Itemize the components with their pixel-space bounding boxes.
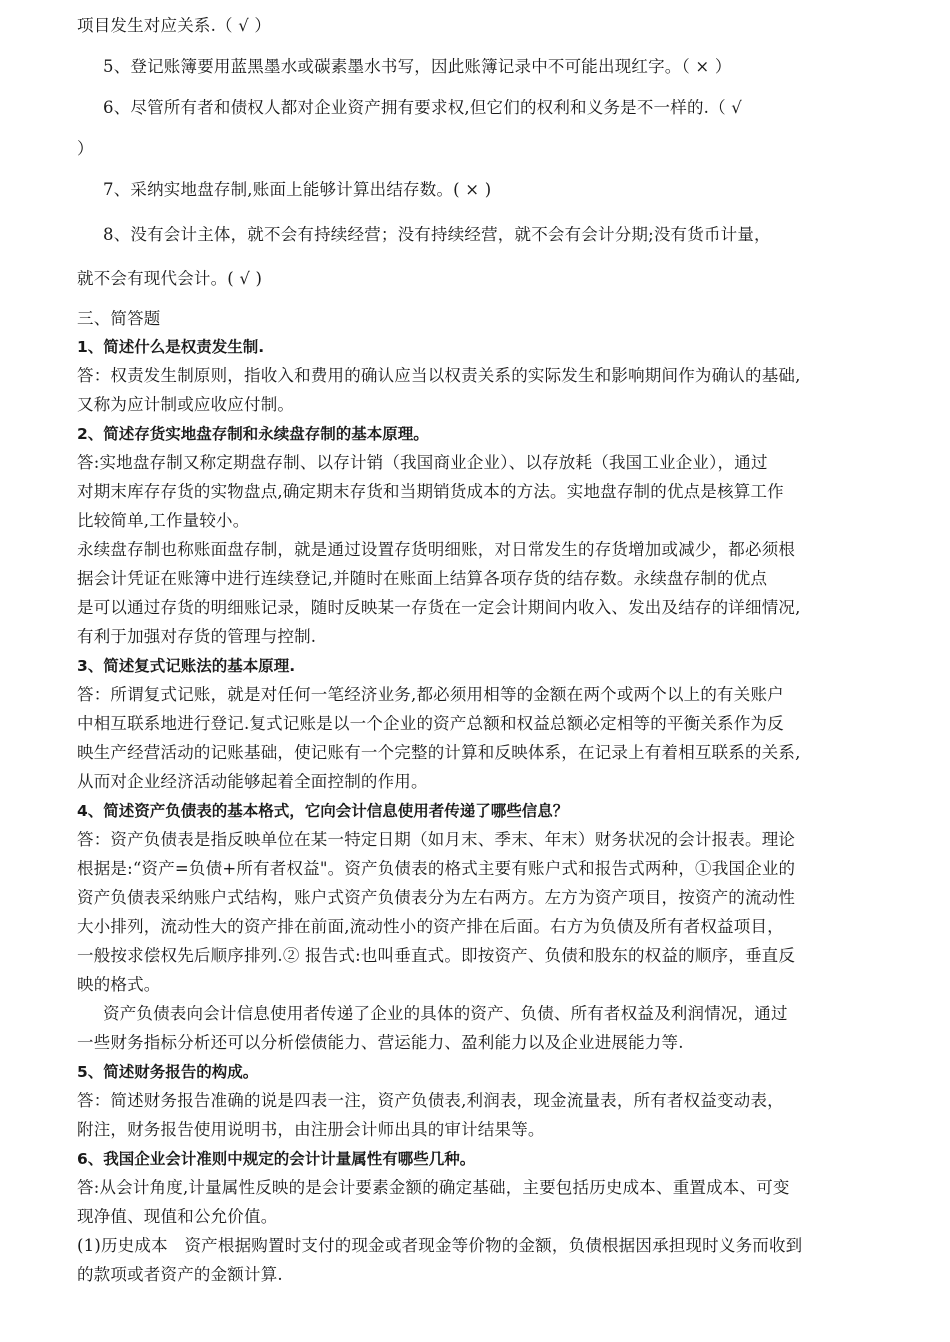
answer-line: 一些财务指标分析还可以分析偿债能力、营运能力、盈利能力以及企业进展能力等. [77, 1033, 684, 1052]
answer-line: 一般按求偿权先后顺序排列.② 报告式:也叫垂直式。即按资产、负债和股东的权益的顺序，垂直反 [77, 946, 796, 965]
answer-line: 资产负债表采纳账户式结构，账户式资产负债表分为左右两方。左方为资产项目，按资产的流动性 [77, 888, 796, 907]
answer-line: 答:从会计角度,计量属性反映的是会计要素金额的确定基础，主要包括历史成本、重置成本、可变 [77, 1178, 790, 1197]
answer-line: 答:实地盘存制又称定期盘存制、以存计销（我国商业企业）、以存放耗（我国工业企业），通过 [77, 453, 768, 472]
answer-line: 答：所谓复式记账，就是对任何一笔经济业务,都必须用相等的金额在两个或两个以上的有关账户 [77, 685, 784, 704]
answer-line: 是可以通过存货的明细账记录，随时反映某一存货在一定会计期间内收入、发出及结存的详细情况, [77, 598, 801, 617]
answer-line: 资产负债表向会计信息使用者传递了企业的具体的资产、负债、所有者权益及利润情况，通过 [103, 1004, 788, 1023]
answer-1 [77, 362, 882, 420]
question-title-4: 4、简述资产负债表的基本格式，它向会计信息使用者传递了哪些信息？ [77, 802, 569, 820]
answer-3 [77, 681, 882, 797]
answer-line: 根据是:“资产=负债+所有者权益"。资产负债表的格式主要有账户式和报告式两种，①我国企业的 [77, 859, 796, 878]
document-content [77, 8, 882, 1290]
answer-line: 比较简单,工作量较小。 [77, 511, 250, 530]
answer-line: 现净值、现值和公允价值。 [77, 1207, 278, 1226]
answer-line: 中相互联系地进行登记.复式记账是以一个企业的资产总额和权益总额必定相等的平衡关系作为反 [77, 714, 784, 733]
answer-line: (1)历史成本 资产根据购置时支付的现金或者现金等价物的金额，负债根据因承担现时义务而收到 [77, 1236, 803, 1255]
answer-5 [77, 1087, 882, 1145]
answer-line: 答：权责发生制原则，指收入和费用的确认应当以权责关系的实际发生和影响期间作为确认的基础, [77, 366, 801, 385]
answer-2 [77, 449, 882, 652]
judgement-item-7: 7、采纳实地盘存制,账面上能够计算出结存数。( × ) [103, 180, 492, 199]
question-title-6: 6、我国企业会计准则中规定的会计计量属性有哪些几种。 [77, 1150, 476, 1168]
answer-line: 又称为应计制或应收应付制。 [77, 395, 295, 414]
judgement-item-6: 6、尽管所有者和债权人都对企业资产拥有要求权,但它们的权利和义务是不一样的.（ √ [103, 98, 742, 117]
answer-4 [77, 826, 882, 1000]
section-heading: 三、简答题 [77, 309, 161, 328]
question-title-3: 3、简述复式记账法的基本原理. [77, 657, 296, 675]
judgement-item-8-tail: 就不会有现代会计。( √ ) [77, 269, 263, 288]
answer-line: 映生产经营活动的记账基础，使记账有一个完整的计算和反映体系，在记录上有着相互联系的关系, [77, 743, 801, 762]
question-title-2: 2、简述存货实地盘存制和永续盘存制的基本原理。 [77, 425, 429, 443]
judgement-line-continuation: 项目发生对应关系.（ √ ） [77, 16, 272, 35]
answer-line: 大小排列，流动性大的资产排在前面,流动性小的资产排在后面。右方为负债及所有者权益项目， [77, 917, 784, 936]
answer-line: 永续盘存制也称账面盘存制，就是通过设置存货明细账，对日常发生的存货增加或减少，都必须根 [77, 540, 796, 559]
answer-line: 附注，财务报告使用说明书，由注册会计师出具的审计结果等。 [77, 1120, 545, 1139]
answer-line: 有利于加强对存货的管理与控制. [77, 627, 317, 646]
answer-line: 对期末库存存货的实物盘点,确定期末存货和当期销货成本的方法。实地盘存制的优点是核算工作 [77, 482, 784, 501]
answer-line: 映的格式。 [77, 975, 161, 994]
answer-line: 据会计凭证在账簿中进行连续登记,并随时在账面上结算各项存货的结存数。永续盘存制的优点 [77, 569, 768, 588]
answer-4-extra [77, 1000, 882, 1058]
answer-line: 的款项或者资产的金额计算. [77, 1265, 283, 1284]
question-title-1: 1、简述什么是权责发生制. [77, 338, 265, 356]
answer-6 [77, 1174, 882, 1290]
answer-line: 从而对企业经济活动能够起着全面控制的作用。 [77, 772, 428, 791]
question-title-5: 5、简述财务报告的构成。 [77, 1063, 259, 1081]
judgement-item-6-tail: ） [77, 139, 94, 158]
answer-line: 答：资产负债表是指反映单位在某一特定日期（如月末、季末、年末）财务状况的会计报表。理论 [77, 830, 796, 849]
answer-line: 答：简述财务报告准确的说是四表一注，资产负债表,利润表，现金流量表，所有者权益变动表， [77, 1091, 784, 1110]
judgement-item-8: 8、没有会计主体，就不会有持续经营；没有持续经营，就不会有会计分期;没有货币计量， [103, 225, 771, 244]
judgement-item-5: 5、登记账簿要用蓝黑墨水或碳素墨水书写，因此账簿记录中不可能出现红字。（ × ） [103, 57, 732, 76]
